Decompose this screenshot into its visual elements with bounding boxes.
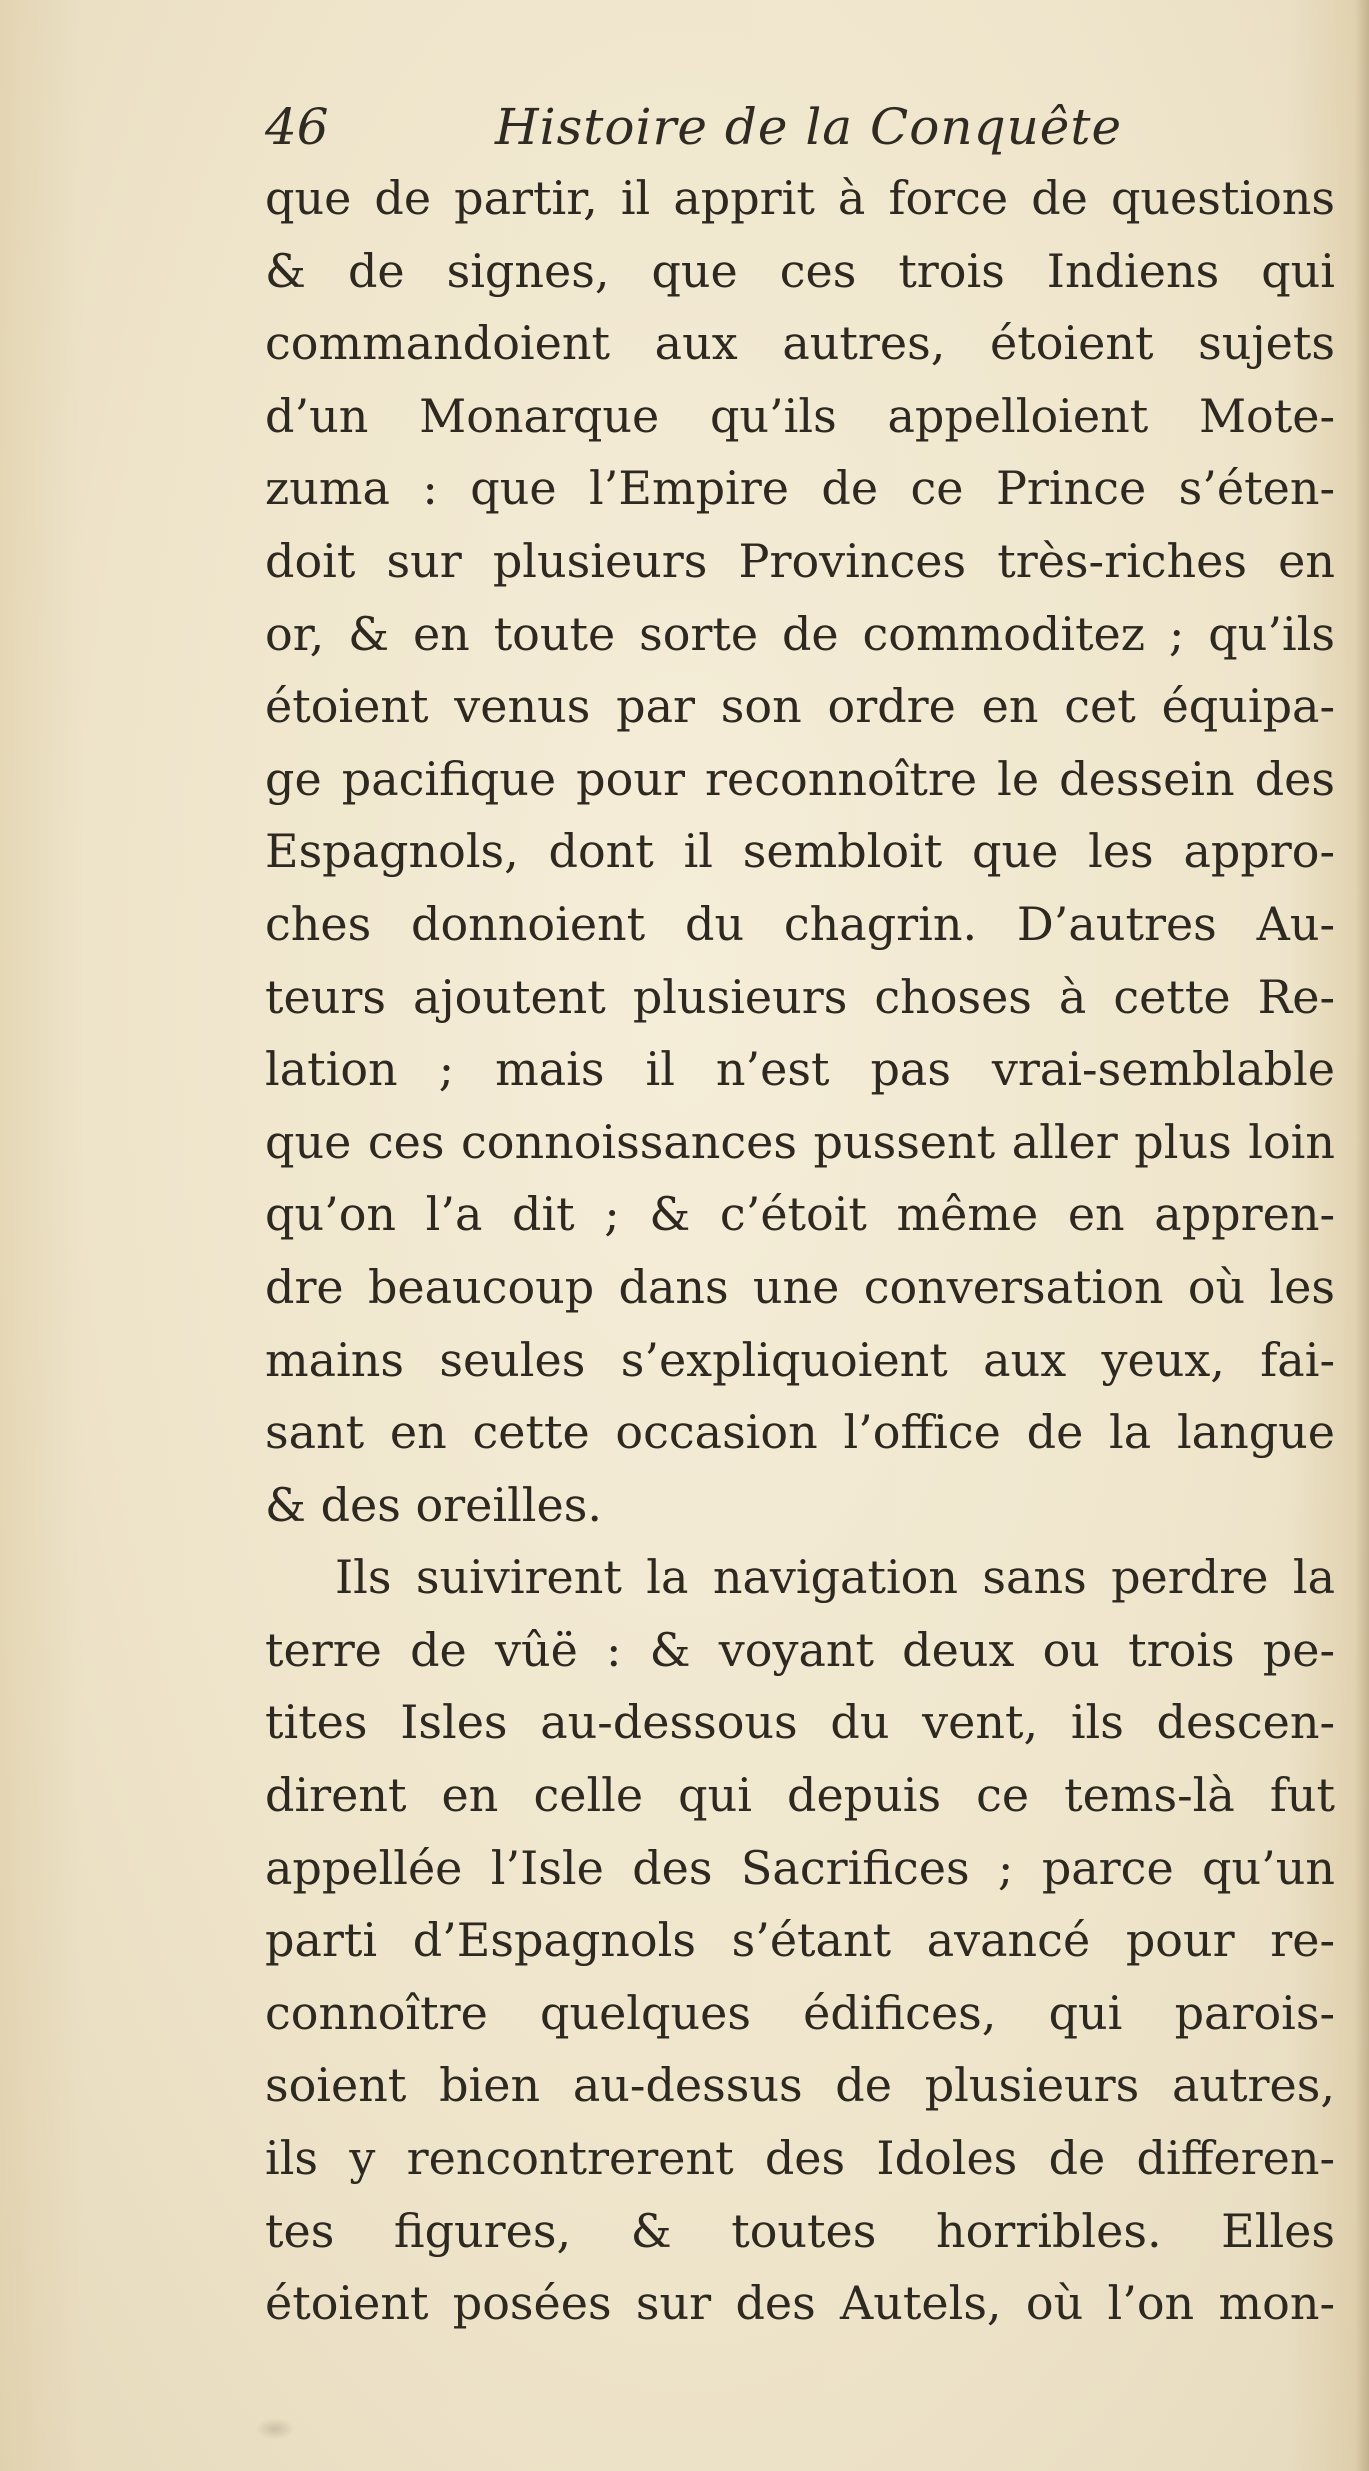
text-line: or, & en toute sorte de commoditez ; qu’ils <box>265 606 1335 661</box>
text-line: que de partir, il apprit à force de questions <box>265 171 1335 225</box>
text-line: tes figures, & toutes horribles. Elles <box>265 2203 1335 2258</box>
text-line: appellée l’Isle des Sacrifices ; parce qu’un <box>265 1840 1335 1895</box>
text-line: zuma : que l’Empire de ce Prince s’éten- <box>265 461 1335 516</box>
text-line: d’un Monarque qu’ils appelloient Mote- <box>265 388 1335 443</box>
text-line: teurs ajoutent plusieurs choses à cette Re- <box>265 969 1335 1024</box>
text-line: dirent en celle qui depuis ce tems-là fut <box>265 1768 1335 1823</box>
text-line: connoître quelques édifices, qui parois- <box>265 1985 1335 2040</box>
text-line: étoient venus par son ordre en cet équipa- <box>265 679 1335 734</box>
page-header <box>265 98 1325 170</box>
text-line: lation ; mais il n’est pas vrai-semblable <box>265 1042 1335 1097</box>
text-line: Espagnols, dont il sembloit que les appro- <box>265 824 1335 879</box>
running-title: Histoire de la Conquête <box>495 98 1123 156</box>
text-line: dre beaucoup dans une conversation où les <box>265 1259 1335 1314</box>
text-line: parti d’Espagnols s’étant avancé pour re- <box>265 1913 1335 1968</box>
text-line: mains seules s’expliquoient aux yeux, fai- <box>265 1332 1335 1387</box>
body-text <box>265 162 1335 2340</box>
text-line: tites Isles au-dessous du vent, ils descen- <box>265 1695 1335 1750</box>
text-line: ils y rencontrerent des Idoles de differen- <box>265 2131 1335 2186</box>
text-line: étoient posées sur des Autels, où l’on mon- <box>265 2276 1335 2331</box>
page-edge-shadow <box>1355 0 1369 2471</box>
text-line: ches donnoient du chagrin. D’autres Au- <box>265 896 1335 951</box>
text-line: soient bien au-dessus de plusieurs autres, <box>265 2058 1335 2113</box>
ink-smudge <box>255 2418 295 2440</box>
text-line: qu’on l’a dit ; & c’étoit même en appren- <box>265 1187 1335 1242</box>
text-line: Ils suivirent la navigation sans perdre la <box>335 1550 1335 1605</box>
text-line: & des oreilles. <box>265 1477 602 1532</box>
text-line: doit sur plusieurs Provinces très-riches en <box>265 533 1335 588</box>
text-line: sant en cette occasion l’office de la langue <box>265 1405 1335 1460</box>
text-line: terre de vûë : & voyant deux ou trois pe- <box>265 1622 1335 1677</box>
text-line: & de signes, que ces trois Indiens qui <box>265 243 1335 298</box>
text-line: commandoient aux autres, étoient sujets <box>265 316 1335 371</box>
text-line: ge pacifique pour reconnoître le dessein des <box>265 751 1335 806</box>
text-line: que ces connoissances pussent aller plus loin <box>265 1114 1335 1169</box>
page-number: 46 <box>265 98 329 156</box>
